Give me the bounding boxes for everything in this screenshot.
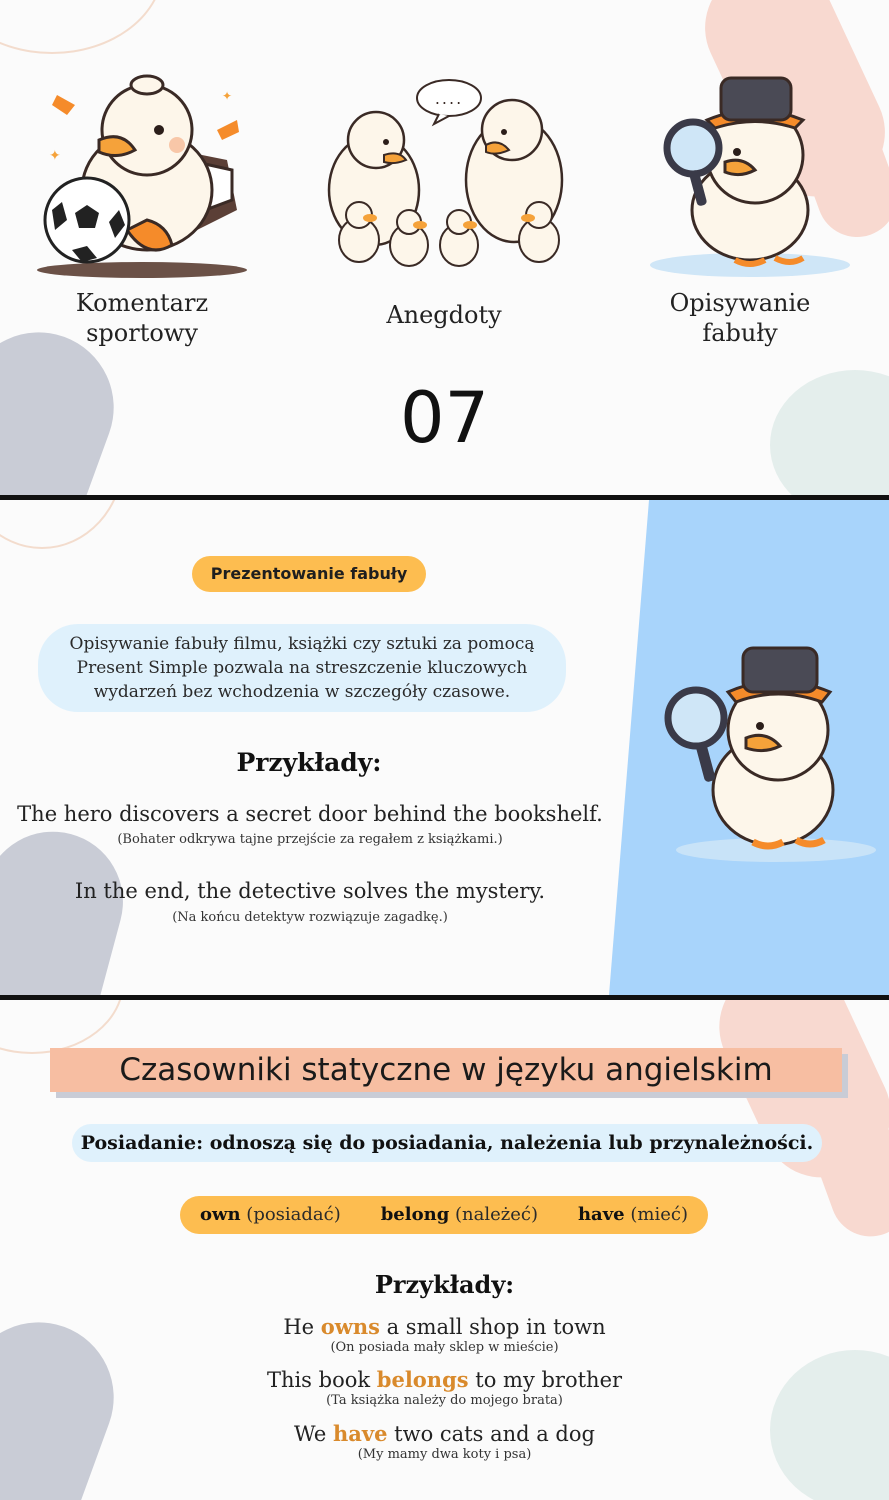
card-label-sport: Komentarz sportowy (75, 289, 209, 347)
section-plot-presentation (0, 500, 889, 995)
example-sentence: He owns a small shop in town (283, 1314, 606, 1339)
duck-football-illustration (27, 60, 257, 280)
example-translation: (Bohater odkrywa tajne przejście za regałem z książkami.) (117, 832, 503, 847)
verb-item: own (posiadać) (199, 1204, 341, 1225)
card-label-anecdotes: Anegdoty (386, 301, 502, 329)
section-title: Czasowniki statyczne w języku angielskim (50, 1048, 842, 1092)
description-bubble: Opisywanie fabuły filmu, książki czy sztuki za pomocą Present Simple pozwala na streszczenie kluczowych wydarzeń bez wchodzenia w szczegóły czasowe. (38, 624, 566, 712)
examples-heading: Przykłady: (236, 748, 382, 777)
examples-heading: Przykłady: (374, 1270, 515, 1299)
example-row (0, 1314, 889, 1355)
example-sentence: In the end, the detective solves the mystery. (74, 879, 546, 903)
duck-family-illustration (314, 60, 574, 280)
example-translation: (Na końcu detektyw rozwiązuje zagadkę.) (172, 910, 448, 925)
example-translation: (On posiada mały sklep w mieście) (330, 1340, 559, 1355)
speech-dots: .... (434, 89, 464, 108)
example-sentence: This book belongs to my brother (266, 1367, 623, 1392)
decor-arc (0, 0, 164, 54)
definition-pill: Posiadanie: odnoszą się do posiadania, należenia lub przynależności. (72, 1124, 822, 1162)
detective-duck-illustration (648, 630, 878, 870)
decor-arc (0, 500, 124, 549)
topic-tag: Prezentowanie fabuły (192, 556, 426, 592)
detective-duck-illustration (625, 60, 855, 280)
card-label-plot: Opisywanie fabuły (669, 289, 811, 347)
decor-arc (0, 1000, 124, 1054)
section-number-wrap (0, 378, 889, 458)
example-sentence: The hero discovers a secret door behind the bookshelf. (17, 802, 603, 826)
section-overview (0, 0, 889, 496)
svg-text:✦: ✦ (49, 148, 61, 164)
verb-item: have (mieć) (577, 1204, 688, 1225)
section-number: 07 (399, 377, 490, 459)
example-row (0, 1367, 889, 1408)
example-sentence: We have two cats and a dog (294, 1421, 595, 1446)
section-stative-verbs (0, 1000, 889, 1500)
verb-item: belong (należeć) (380, 1204, 539, 1225)
example-row (0, 1421, 889, 1462)
topic-card-anecdotes (314, 60, 574, 330)
topic-card-sport (12, 60, 272, 348)
verb-list (180, 1196, 708, 1234)
example-translation: (Ta książka należy do mojego brata) (326, 1393, 563, 1408)
topic-card-plot (610, 60, 870, 348)
svg-text:✦: ✦ (222, 89, 233, 103)
example-translation: (My mamy dwa koty i psa) (357, 1447, 532, 1462)
